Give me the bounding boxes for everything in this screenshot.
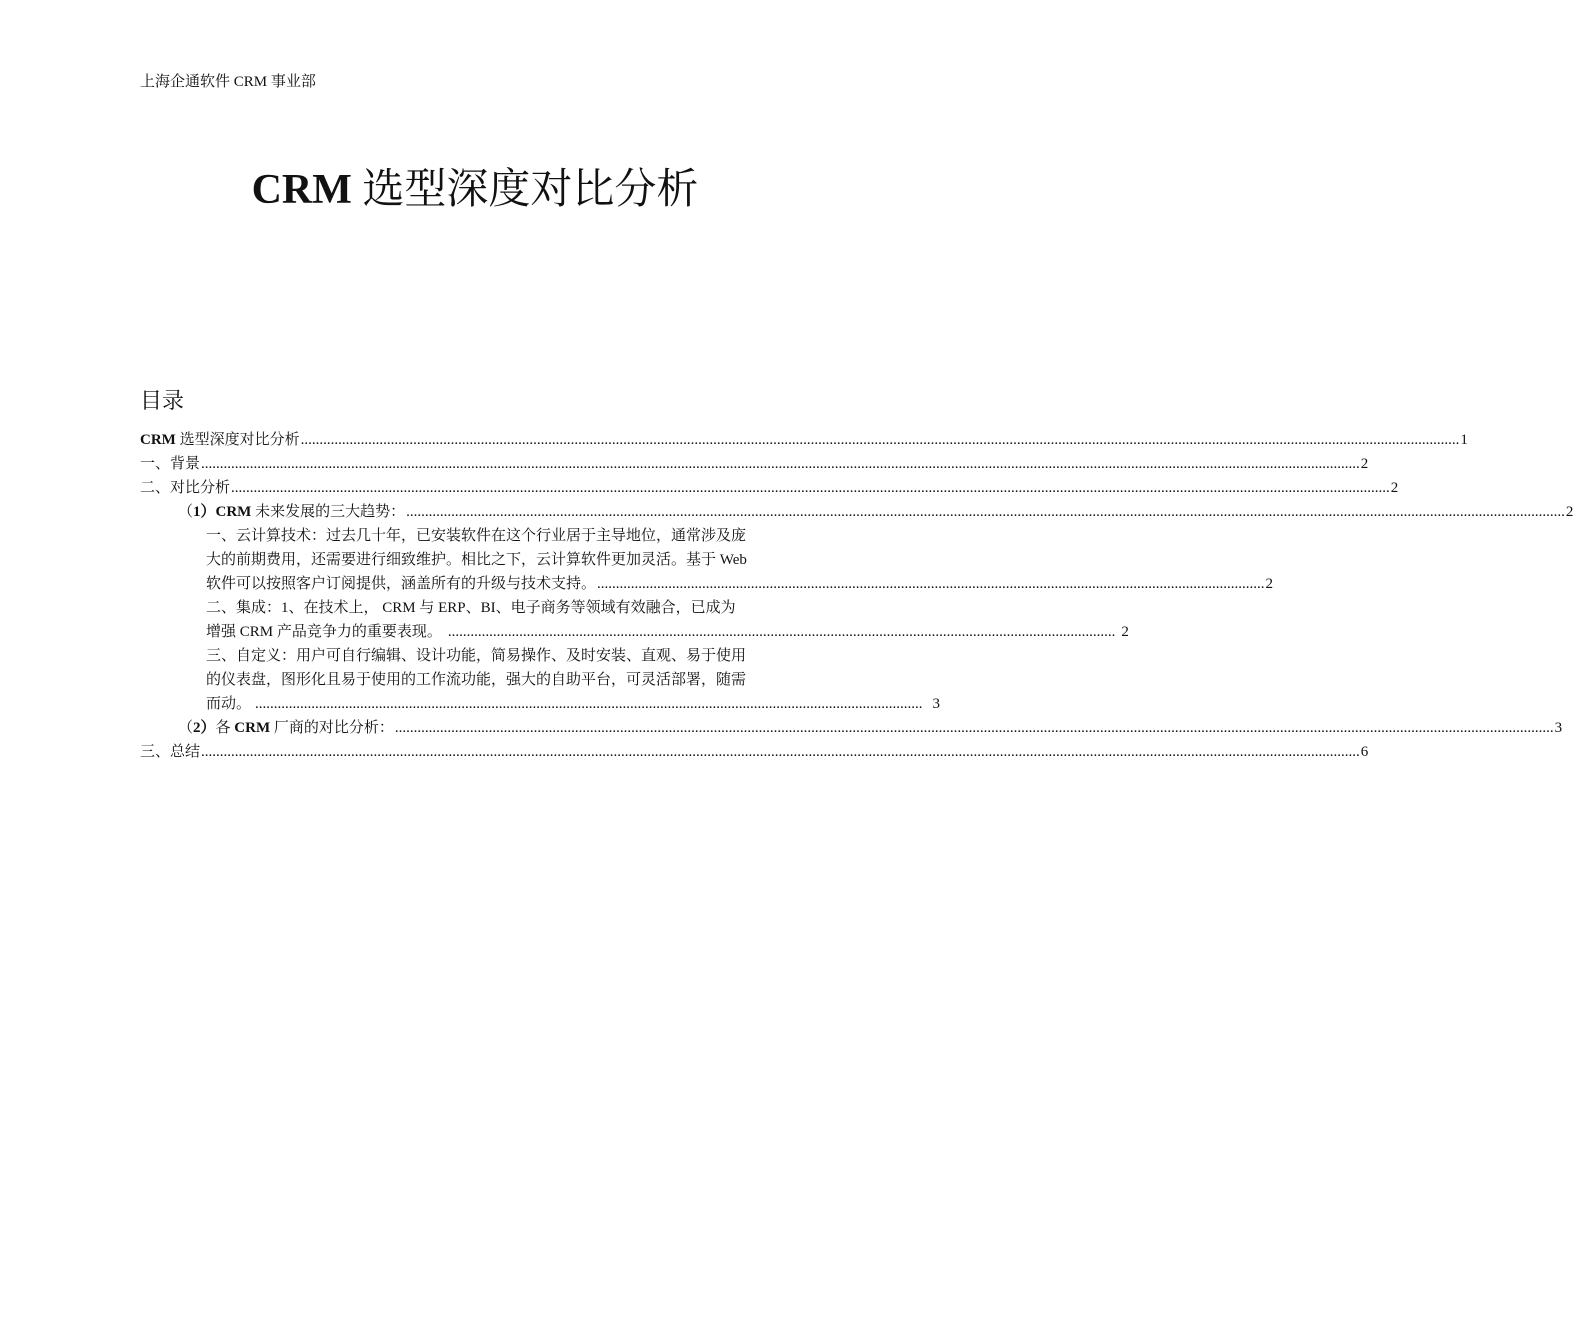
leader-dots: .................................................................................................................................................................................. bbox=[597, 576, 1265, 592]
toc-entry-line: 的仪表盘，图形化且易于使用的工作流功能，强大的自助平台，可灵活部署，随需 bbox=[206, 672, 747, 688]
leader-dots bbox=[201, 452, 1360, 476]
toc-entry[interactable] bbox=[140, 452, 1369, 476]
leader-dots bbox=[201, 740, 1360, 764]
toc-entry-line: 二、集成：1、在技术上， CRM 与 ERP、BI、电子商务等领域有效融合，已成为 bbox=[206, 600, 736, 616]
toc-entry-label: 二、对比分析 bbox=[140, 480, 231, 496]
toc-entry-prefix: （ bbox=[178, 504, 194, 520]
toc-entry-label: 厂商的对比分析： bbox=[270, 720, 394, 736]
toc-entry-multiline[interactable] bbox=[140, 524, 1274, 596]
toc-entry-bold: 1）CRM bbox=[193, 504, 252, 520]
toc-entry-label: 三、总结 bbox=[140, 744, 201, 760]
toc-entry[interactable] bbox=[140, 740, 1369, 764]
page-header: 上海企通软件 CRM 事业部 bbox=[140, 74, 316, 90]
toc-entry-label: 一、背景 bbox=[140, 456, 201, 472]
toc-entry[interactable] bbox=[140, 716, 1563, 740]
toc-page-number: 2 bbox=[1121, 624, 1129, 640]
toc-heading: 目录 bbox=[140, 388, 185, 413]
toc-page-number: 2 bbox=[1390, 480, 1399, 496]
leader-dots bbox=[406, 500, 1565, 524]
toc-page-number: 1 bbox=[1460, 432, 1468, 448]
toc-page-number: 6 bbox=[1360, 744, 1369, 760]
title-bold: CRM bbox=[251, 167, 352, 213]
toc-entry-bold: 2） bbox=[193, 720, 216, 736]
toc-entry-line: 三、自定义：用户可自行编辑、设计功能，简易操作、及时安装、直观、易于使用 bbox=[206, 648, 747, 664]
leader-dots: .................................................................................................................................................................................. bbox=[255, 696, 923, 712]
toc-entry-bold: CRM bbox=[234, 720, 271, 736]
toc-entry[interactable] bbox=[140, 428, 1468, 452]
toc-entry-line: 一、云计算技术：过去几十年，已安装软件在这个行业居于主导地位，通常涉及庞 bbox=[206, 528, 747, 544]
toc-page-number: 2 bbox=[1265, 576, 1274, 592]
leader-dots bbox=[231, 476, 1390, 500]
leader-dots bbox=[301, 428, 1460, 452]
toc-entry-bold: CRM bbox=[140, 432, 176, 448]
toc-entry-multiline[interactable] bbox=[140, 596, 1129, 644]
toc-entry-label: 各 bbox=[215, 720, 235, 736]
toc-page-number: 3 bbox=[1554, 720, 1563, 736]
toc-page-number: 2 bbox=[1565, 504, 1573, 520]
toc-entry-prefix: （ bbox=[178, 720, 194, 736]
title-rest: 选型深度对比分析 bbox=[351, 167, 699, 213]
toc-page-number: 2 bbox=[1360, 456, 1369, 472]
document-title bbox=[0, 156, 950, 216]
toc-entry-label: 选型深度对比分析 bbox=[175, 432, 300, 448]
toc-entry-multiline[interactable] bbox=[140, 644, 941, 716]
leader-dots bbox=[395, 716, 1554, 740]
toc-entry-line: 软件可以按照客户订阅提供，涵盖所有的升级与技术支持。 bbox=[206, 576, 597, 592]
toc-entry-label: 未来发展的三大趋势： bbox=[251, 504, 406, 520]
table-of-contents bbox=[140, 428, 1573, 764]
toc-entry-line: 增强 CRM 产品竞争力的重要表现。 bbox=[206, 624, 442, 640]
toc-entry[interactable] bbox=[140, 500, 1573, 524]
toc-page-number: 3 bbox=[932, 696, 941, 712]
leader-dots: .................................................................................................................................................................................. bbox=[447, 624, 1116, 640]
toc-entry[interactable] bbox=[140, 476, 1399, 500]
toc-entry-line: 大的前期费用，还需要进行细致维护。相比之下，云计算软件更加灵活。基于 Web bbox=[206, 552, 747, 568]
toc-entry-line: 而动。 bbox=[206, 696, 252, 712]
